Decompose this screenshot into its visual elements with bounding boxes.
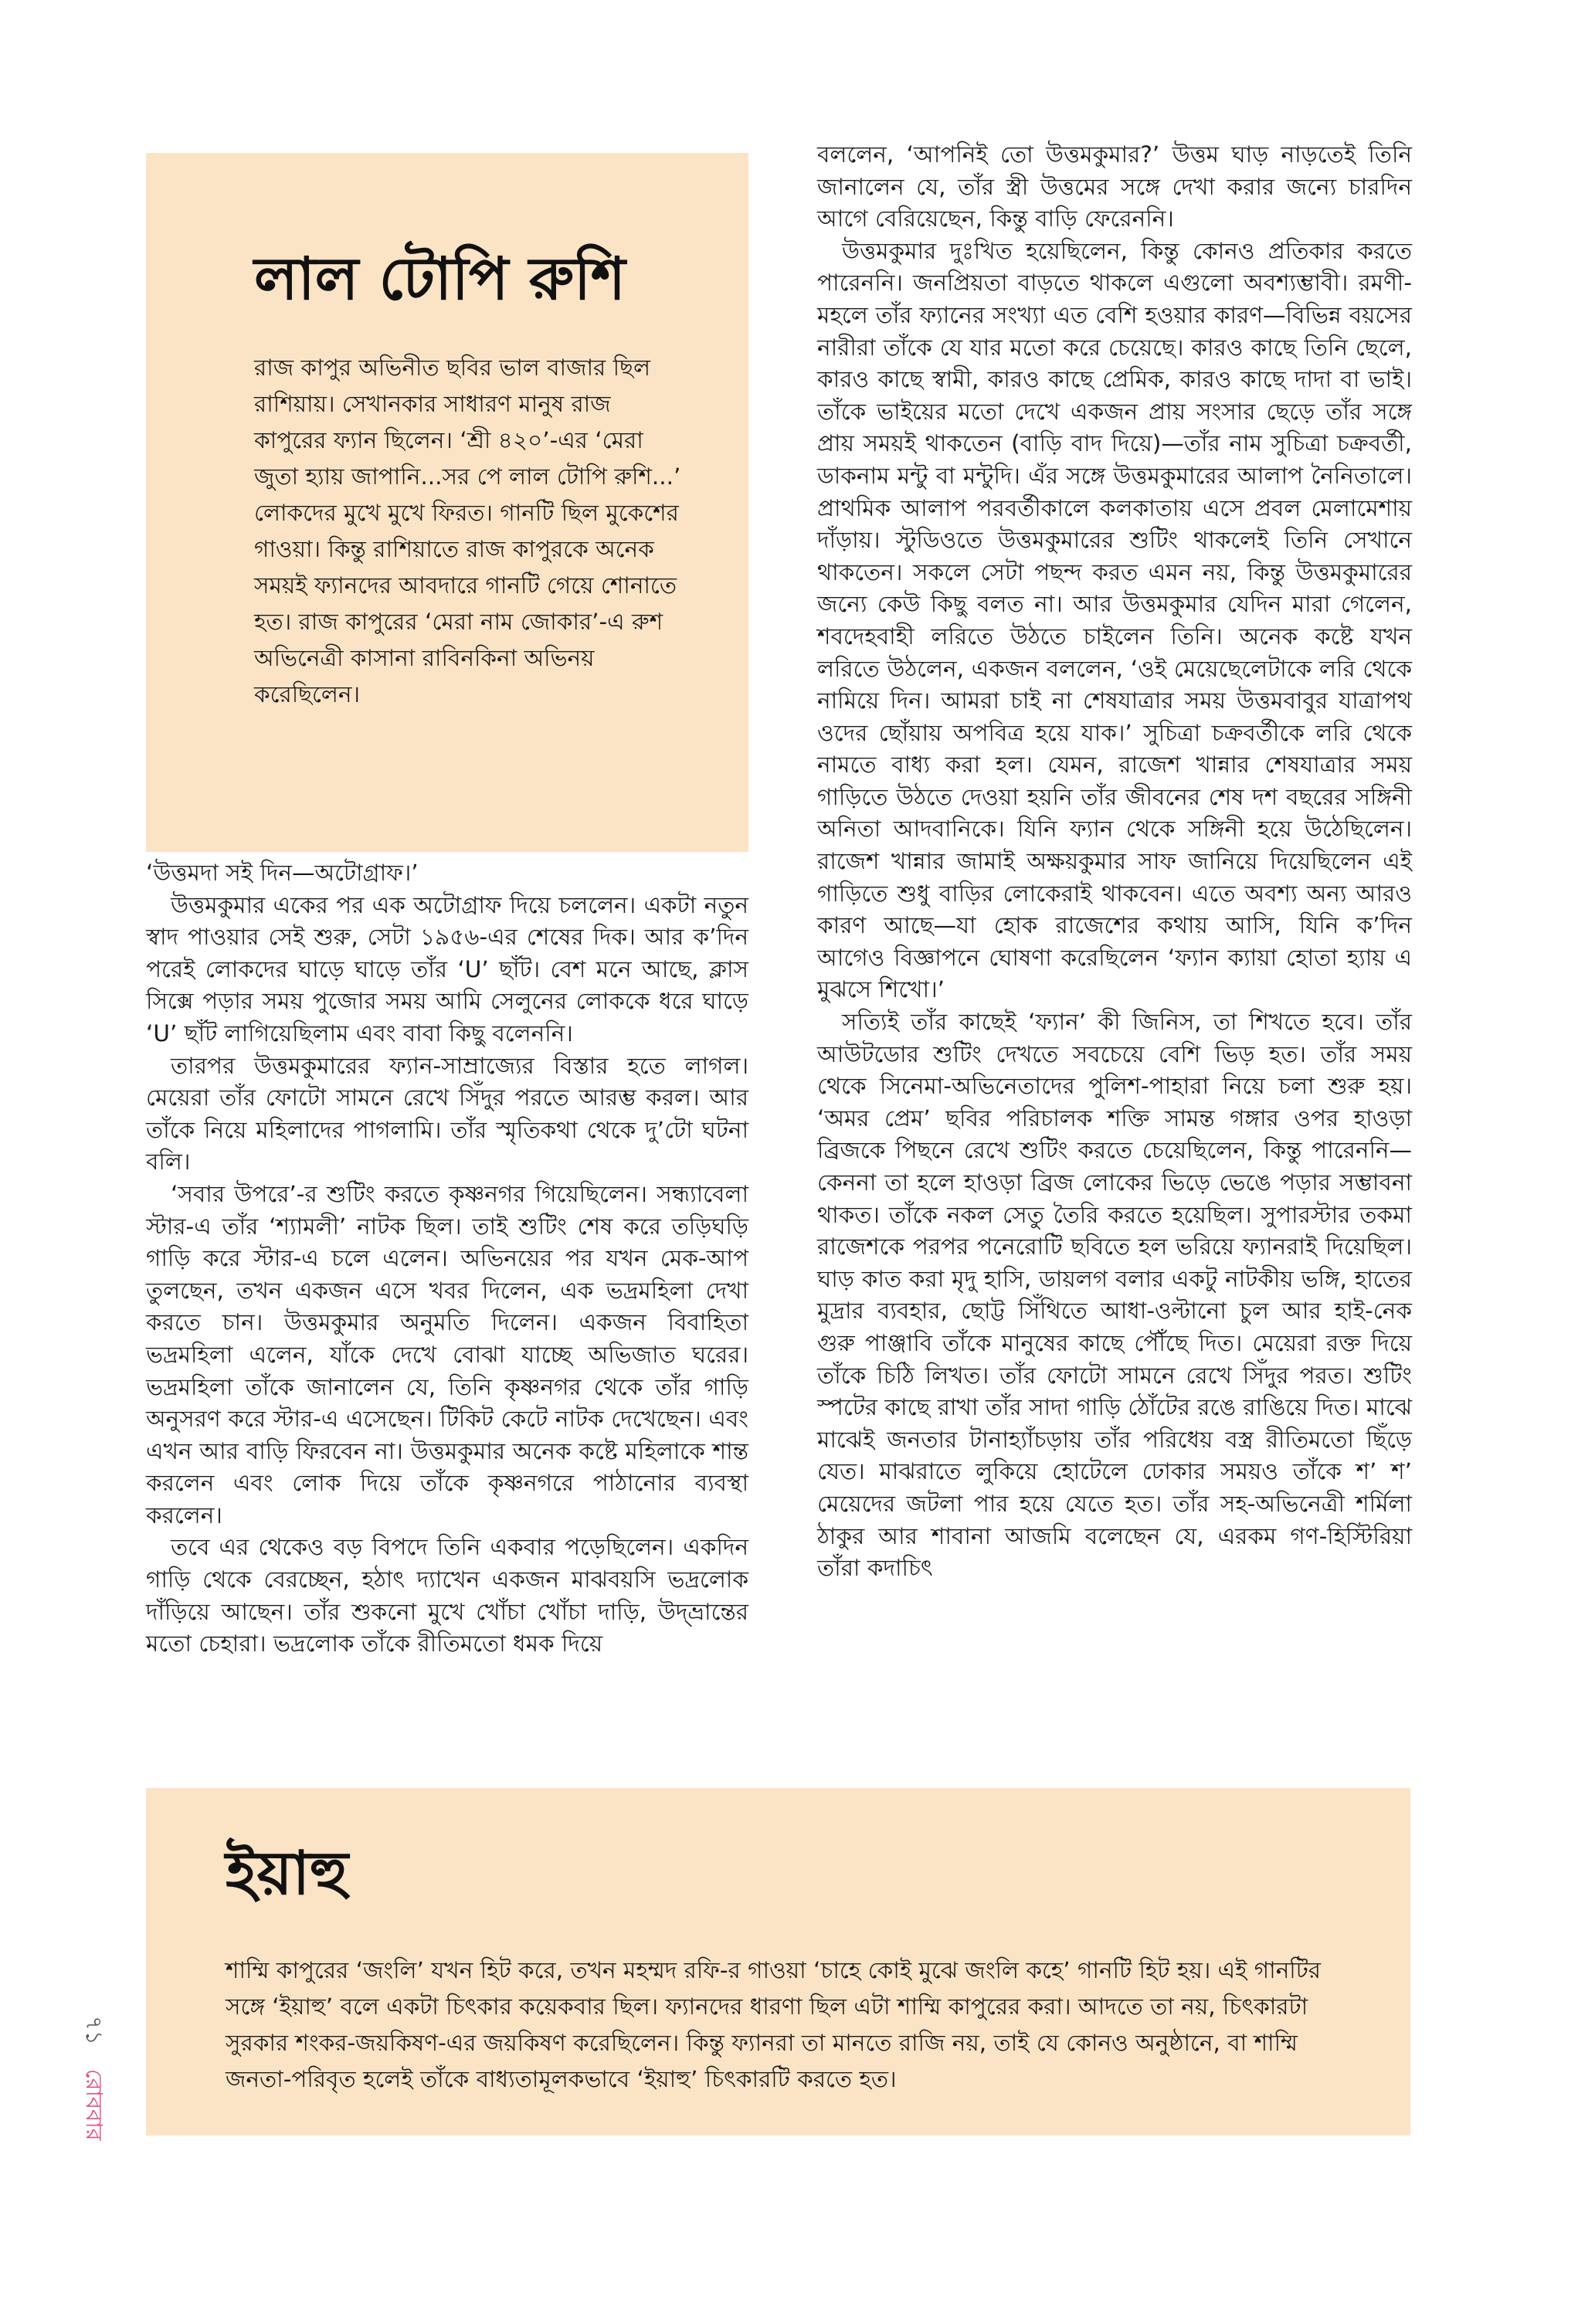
- paragraph: বললেন, ‘আপনিই তো উত্তমকুমার?’ উত্তম ঘাড় নাড়তেই তিনি জানালেন যে, তাঁর স্ত্রী উত্তমের সঙ্গে দেখা করার জন্যে চারদিন আগে বেরিয়েছেন, কিন্তু বাড়ি ফেরেননি।: [817, 141, 1412, 232]
- paragraph: উত্তমকুমার একের পর এক অটোগ্রাফ দিয়ে চললেন। একটা নতুন স্বাদ পাওয়ার সেই শুরু, সেটা ১৯৫৬-এর শেষের দিক। আর ক’দিন পরেই লোকদের ঘাড়ে ঘাড়ে তাঁর ‘U’ ছাঁট। বেশ মনে আছে, ক্লাস সিক্সে পড়ার সময় পুজোর সময় আমি সেলুনের লোককে ধরে ঘাড়ে ‘U’ ছাঁট লাগিয়েছিলাম এবং বাবা কিছু বলেননি।: [146, 891, 748, 1047]
- paragraph: ‘উত্তমদা সই দিন—অটোগ্রাফ।’: [146, 860, 419, 886]
- publication-name: রোববার: [81, 2068, 107, 2141]
- sidebar-box-yahoo: [146, 1788, 1410, 2136]
- article-column-right: [817, 139, 1412, 1585]
- sidebar-title: লাল টোপি রুশি: [254, 244, 626, 313]
- sidebar-box-red-cap: [146, 153, 748, 852]
- page-number: ৭১: [81, 2016, 107, 2045]
- sidebar-title: ইয়াহু: [226, 1838, 348, 1908]
- paragraph: ‘সবার উপরে’-র শুটিং করতে কৃষ্ণনগর গিয়েছিলেন। সন্ধ্যাবেলা স্টার-এ তাঁর ‘শ্যামলী’ নাটক ছিল। তাই শুটিং শেষ করে তড়িঘড়ি গাড়ি করে স্টার-এ চলে এলেন। অভিনয়ের পর যখন মেক-আপ তুলছেন, তখন একজন এসে খবর দিলেন, এক ভদ্রমহিলা দেখা করতে চান। উত্তমকুমার অনুমতি দিলেন। একজন বিবাহিতা ভদ্রমহিলা এলেন, যাঁকে দেখে বোঝা যাচ্ছে অভিজাত ঘরের। ভদ্রমহিলা তাঁকে জানালেন যে, তিনি কৃষ্ণনগর থেকে তাঁর গাড়ি অনুসরণ করে স্টার-এ এসেছেন। টিকিট কেটে নাটক দেখেছেন। এবং এখন আর বাড়ি ফিরবেন না। উত্তমকুমার অনেক কষ্টে মহিলাকে শান্ত করলেন এবং লোক দিয়ে তাঁকে কৃষ্ণনগরে পাঠানোর ব্যবস্থা করলেন।: [146, 1180, 748, 1528]
- paragraph: তারপর উত্তমকুমারের ফ্যান-সাম্রাজ্যের বিস্তার হতে লাগল। মেয়েরা তাঁর ফোটো সামনে রেখে সিঁদুর পরতে আরম্ভ করল। আর তাঁকে নিয়ে মহিলাদের পাগলামি। তাঁর স্মৃতিকথা থেকে দু’টো ঘটনা বলি।: [146, 1052, 748, 1176]
- paragraph: সত্যিই তাঁর কাছেই ‘ফ্যান’ কী জিনিস, তা শিখতে হবে। তাঁর আউটডোর শুটিং দেখতে সবচেয়ে বেশি ভিড় হত। তাঁর সময় থেকে সিনেমা-অভিনেতাদের পুলিশ-পাহারা নিয়ে চলা শুরু হয়। ‘অমর প্রেম’ ছবির পরিচালক শক্তি সামন্ত গঙ্গার ওপর হাওড়া ব্রিজকে পিছনে রেখে শুটিং করতে চেয়েছিলেন, কিন্তু পারেননি—কেননা তা হলে হাওড়া ব্রিজ লোকের ভিড়ে ভেঙে পড়ার সম্ভাবনা থাকত। তাঁকে নকল সেতু তৈরি করতে হয়েছিল। সুপারস্টার তকমা রাজেশকে পরপর পনেরোটি ছবিতে হল ভরিয়ে ফ্যানরাই দিয়েছিল। ঘাড় কাত করা মৃদু হাসি, ডায়লগ বলার একটু নাটকীয় ভঙ্গি, হাতের মুদ্রার ব্যবহার, ছোট্ট সিঁথিতে আধা-ওল্টানো চুল আর হাই-নেক গুরু পাঞ্জাবি তাঁকে মানুষের কাছে পৌঁছে দিত। মেয়েরা রক্ত দিয়ে তাঁকে চিঠি লিখত। তাঁর ফোটো সামনে রেখে সিঁদুর পরত। শুটিং স্পটের কাছে রাখা তাঁর সাদা গাড়ি ঠোঁটের রঙে রাঙিয়ে দিত। মাঝে মাঝেই জনতার টানাহ্যাঁচড়ায় তাঁর পরিধেয় বস্ত্র রীতিমতো ছিঁড়ে যেত। মাঝরাতে লুকিয়ে হোটেলে ঢোকার সময়ও তাঁকে শ’ শ’ মেয়েদের জটলা পার হয়ে যেতে হত। তাঁর সহ-অভিনেত্রী শর্মিলা ঠাকুর আর শাবানা আজমি বলেছেন যে, এরকম গণ-হিস্টিরিয়া তাঁরা কদাচিৎ: [817, 1009, 1412, 1582]
- paragraph: উত্তমকুমার দুঃখিত হয়েছিলেন, কিন্তু কোনও প্রতিকার করতে পারেননি। জনপ্রিয়তা বাড়তে থাকলে এগুলো অবশ্যম্ভাবী। রমণী-মহলে তাঁর ফ্যানের সংখ্যা এত বেশি হওয়ার কারণ—বিভিন্ন বয়সের নারীরা তাঁকে যে যার মতো করে চেয়েছে। কারও কাছে তিনি ছেলে, কারও কাছে স্বামী, কারও কাছে প্রেমিক, কারও কাছে দাদা বা ভাই। তাঁকে ভাইয়ের মতো দেখে একজন প্রায় সংসার ছেড়ে তাঁর সঙ্গে প্রায় সময়ই থাকতেন (বাড়ি বাদ দিয়ে)—তাঁর নাম সুচিত্রা চক্রবর্তী, ডাকনাম মন্টু বা মন্টুদি। এঁর সঙ্গে উত্তমকুমারের আলাপ নৈনিতালে। প্রাথমিক আলাপ পরবর্তীকালে কলকাতায় এসে প্রবল মেলামেশায় দাঁড়ায়। স্টুডিওতে উত্তমকুমারের শুটিং থাকলেই তিনি সেখানে থাকতেন। সকলে সেটা পছন্দ করত এমন নয়, কিন্তু উত্তমকুমারের জন্যে কেউ কিছু বলত না। আর উত্তমকুমার যেদিন মারা গেলেন, শবদেহবাহী লরিতে উঠতে চাইলেন তিনি। অনেক কষ্টে যখন লরিতে উঠলেন, একজন বললেন, ‘ওই মেয়েছেলেটাকে লরি থেকে নামিয়ে দিন। আমরা চাই না শেষযাত্রার সময় উত্তমবাবুর যাত্রাপথ ওদের ছোঁয়ায় অপবিত্র হয়ে যাক।’ সুচিত্রা চক্রবর্তীকে লরি থেকে নামতে বাধ্য করা হল। যেমন, রাজেশ খান্নার শেষযাত্রার সময় গাড়িতে উঠতে দেওয়া হয়নি তাঁর জীবনের শেষ দশ বছরের সঙ্গিনী অনিতা আদবানিকে। যিনি ফ্যান থেকে সঙ্গিনী হয়ে উঠেছিলেন। রাজেশ খান্নার জামাই অক্ষয়কুমার সাফ জানিয়ে দিয়েছিলেন এই গাড়িতে শুধু বাড়ির লোকেরাই থাকবেন। এতে অবশ্য অন্য আরও কারণ আছে—যা হোক রাজেশের কথায় আসি, যিনি ক’দিন আগেও বিজ্ঞাপনে ঘোষণা করেছিলেন ‘ফ্যান ক্যায়া হোতা হ্যায় এ মুঝসে শিখো।’: [817, 237, 1412, 1003]
- page-footer: [73, 2016, 111, 2141]
- paragraph: তবে এর থেকেও বড় বিপদে তিনি একবার পড়েছিলেন। একদিন গাড়ি থেকে বেরচ্ছেন, হঠাৎ দ্যাখেন একজন মাঝবয়সি ভদ্রলোক দাঁড়িয়ে আছেন। তাঁর শুকনো মুখে খোঁচা খোঁচা দাড়ি, উদ্‌ভ্রান্তের মতো চেহারা। ভদ্রলোক তাঁকে রীতিমতো ধমক দিয়ে: [146, 1534, 748, 1657]
- article-column-left: [146, 857, 748, 1661]
- sidebar-text: রাজ কাপুর অভিনীত ছবির ভাল বাজার ছিল রাশিয়ায়। সেখানকার সাধারণ মানুষ রাজ কাপুরের ফ্যান ছিলেন। ‘শ্রী ৪২০’-এর ‘মেরা জুতা হ্যায় জাপানি...সর পে লাল টোপি রুশি...’ লোকদের মুখে মুখে ফিরত। গানটি ছিল মুকেশের গাওয়া। কিন্তু রাশিয়াতে রাজ কাপুরকে অনেক সময়ই ফ্যানদের আবদারে গানটি গেয়ে শোনাতে হত। রাজ কাপুরের ‘মেরা নাম জোকার’-এ রুশ অভিনেত্রী কাসানা রাবিনকিনা অভিনয় করেছিলেন।: [254, 355, 681, 707]
- sidebar-text: শাম্মি কাপুরের ‘জংলি’ যখন হিট করে, তখন মহম্মদ রফি-র গাওয়া ‘চাহে কোই মুঝে জংলি কহে’ গানটি হিট হয়। এই গানটির সঙ্গে ‘ইয়াহু’ বলে একটা চিৎকার কয়েকবার ছিল। ফ্যানদের ধারণা ছিল এটা শাম্মি কাপুরের করা। আদতে তা নয়, চিৎকারটা সুরকার শংকর-জয়কিষণ-এর জয়কিষণ করেছিলেন। কিন্তু ফ্যানরা তা মানতে রাজি নয়, তাই যে কোনও অনুষ্ঠানে, বা শাম্মি জনতা-পরিবৃত হলেই তাঁকে বাধ্যতামূলকভাবে ‘ইয়াহু’ চিৎকারটি করতে হত।: [226, 1957, 1322, 2092]
